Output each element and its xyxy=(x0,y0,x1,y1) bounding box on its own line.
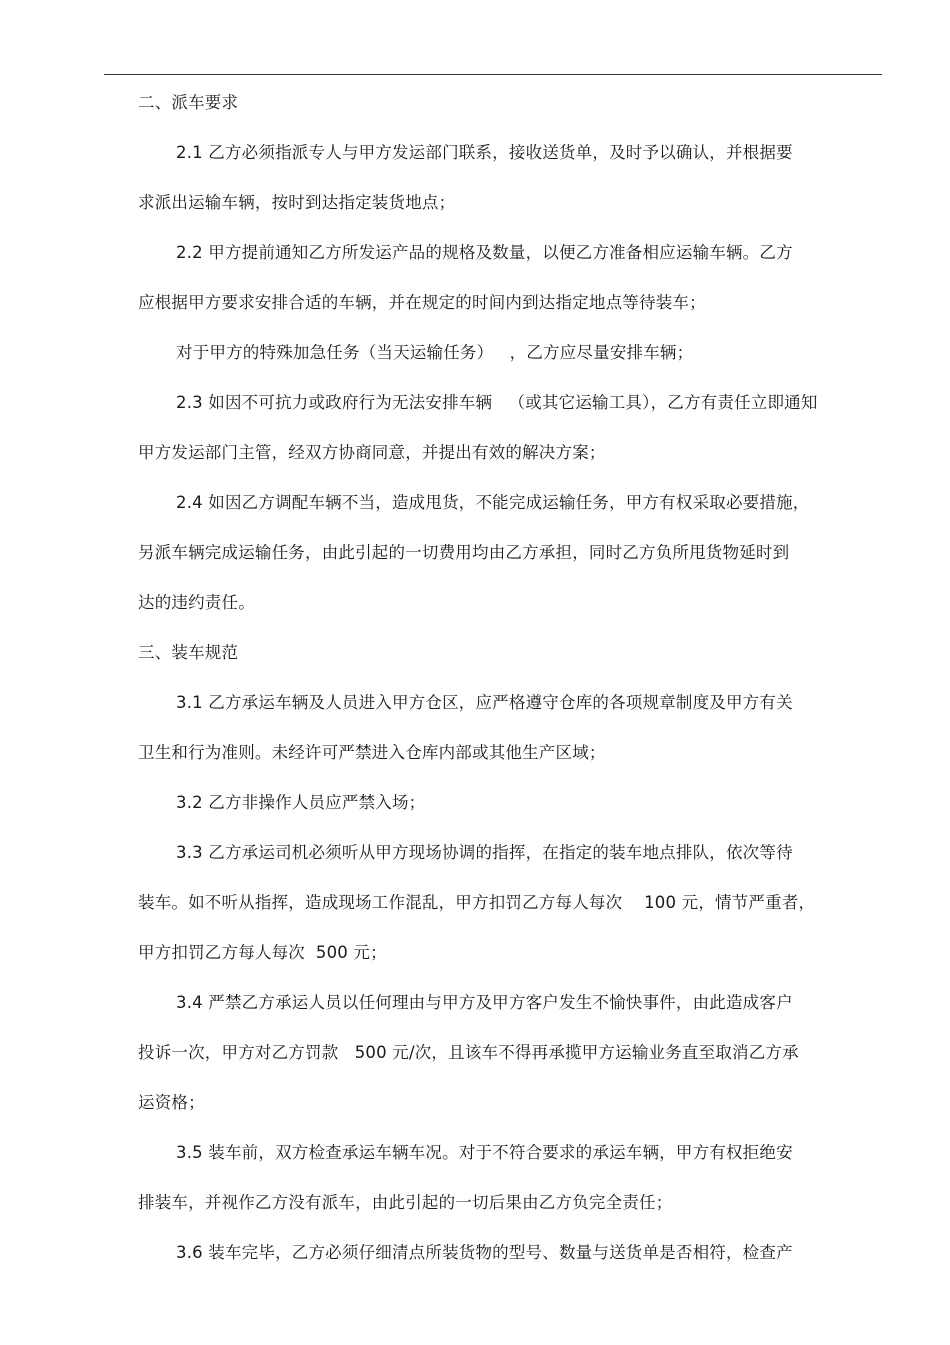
paragraph-line: 对于甲方的特殊加急任务（当天运输任务） ，乙方应尽量安排车辆； xyxy=(176,343,694,362)
paragraph-line: 3.2 乙方非操作人员应严禁入场； xyxy=(176,793,426,812)
paragraph-line: 运资格； xyxy=(138,1093,205,1112)
paragraph-line: 装车。如不听从指挥，造成现场工作混乱，甲方扣罚乙方每人每次 100 元，情节严重者， xyxy=(138,893,816,912)
paragraph-line: 排装车，并视作乙方没有派车，由此引起的一切后果由乙方负完全责任； xyxy=(138,1193,673,1212)
paragraph-line: 应根据甲方要求安排合适的车辆，并在规定的时间内到达指定地点等待装车； xyxy=(138,293,706,312)
section-heading-loading: 三、装车规范 xyxy=(138,643,239,662)
paragraph-line: 甲方扣罚乙方每人每次 500 元； xyxy=(138,943,387,962)
section-heading-dispatch: 二、派车要求 xyxy=(138,93,239,112)
paragraph-line: 3.3 乙方承运司机必须听从甲方现场协调的指挥，在指定的装车地点排队，依次等待 xyxy=(176,843,793,862)
paragraph-line: 2.2 甲方提前通知乙方所发运产品的规格及数量，以便乙方准备相应运输车辆。乙方 xyxy=(176,243,793,262)
paragraph-line: 2.3 如因不可抗力或政府行为无法安排车辆 （或其它运输工具），乙方有责任立即通知 xyxy=(176,393,818,412)
header-rule xyxy=(104,74,882,75)
paragraph-line: 求派出运输车辆，按时到达指定装货地点； xyxy=(138,193,456,212)
paragraph-line: 3.5 装车前，双方检查承运车辆车况。对于不符合要求的承运车辆，甲方有权拒绝安 xyxy=(176,1143,793,1162)
paragraph-line: 2.1 乙方必须指派专人与甲方发运部门联系，接收送货单，及时予以确认，并根据要 xyxy=(176,143,793,162)
paragraph-line: 另派车辆完成运输任务，由此引起的一切费用均由乙方承担，同时乙方负所甩货物延时到 xyxy=(138,543,790,562)
paragraph-line: 3.1 乙方承运车辆及人员进入甲方仓区，应严格遵守仓库的各项规章制度及甲方有关 xyxy=(176,693,793,712)
paragraph-line: 甲方发运部门主管，经双方协商同意，并提出有效的解决方案； xyxy=(138,443,606,462)
paragraph-line: 3.6 装车完毕，乙方必须仔细清点所装货物的型号、数量与送货单是否相符，检查产 xyxy=(176,1243,793,1262)
paragraph-line: 3.4 严禁乙方承运人员以任何理由与甲方及甲方客户发生不愉快事件，由此造成客户 xyxy=(176,993,793,1012)
paragraph-line: 2.4 如因乙方调配车辆不当，造成甩货，不能完成运输任务，甲方有权采取必要措施， xyxy=(176,493,810,512)
paragraph-line: 达的违约责任。 xyxy=(138,593,255,612)
paragraph-line: 投诉一次，甲方对乙方罚款 500 元/次，且该车不得再承揽甲方运输业务直至取消乙方承 xyxy=(138,1043,799,1062)
paragraph-line: 卫生和行为准则。未经许可严禁进入仓库内部或其他生产区域； xyxy=(138,743,606,762)
